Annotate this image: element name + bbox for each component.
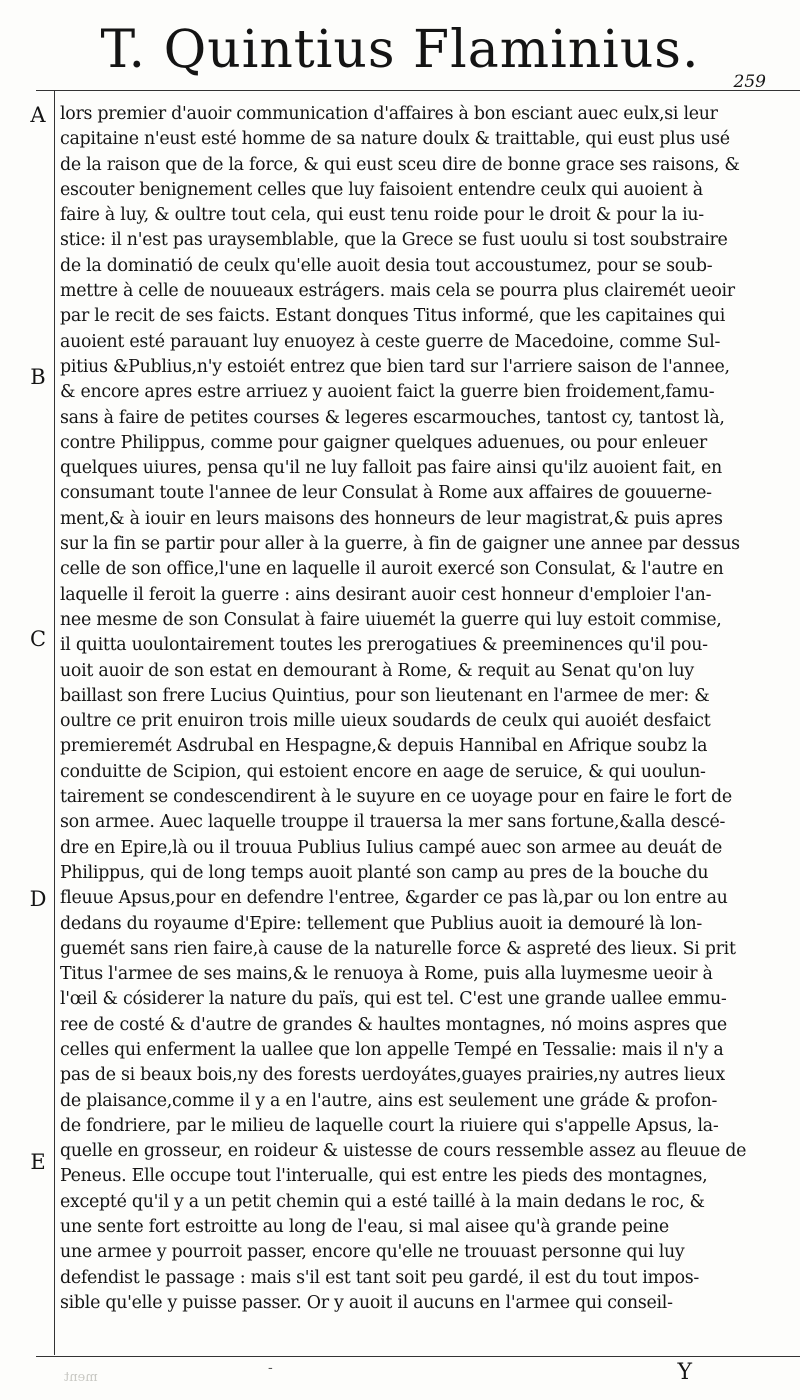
running-title: T. Quintius Flaminius.	[100, 20, 700, 80]
margin-letter-e: E	[30, 1150, 46, 1174]
text-line: sans à faire de petites courses & legeres escarmouches, tantost cy, tantost là,	[60, 407, 725, 428]
bleed-through-text: ment	[64, 1370, 98, 1385]
text-line: Peneus. Elle occupe tout l'interualle, qui est entre les pieds des montagnes,	[60, 1166, 708, 1187]
text-line: son armee. Auec laquelle trouppe il trauersa la mer sans fortune,&alla descé-	[60, 812, 726, 833]
margin-letter-b: B	[30, 365, 46, 389]
text-line: celle de son office,l'une en laquelle il auroit exercé son Consulat, & l'autre en	[60, 559, 724, 580]
margin-letter-a: A	[30, 103, 46, 127]
text-line: faire à luy, & oultre tout cela, qui eust tenu roide pour le droit & pour la iu-	[60, 205, 704, 226]
text-line: pitius &Publius,n'y estoiét entrez que bien tard sur l'arriere saison de l'annee,	[60, 356, 730, 377]
text-line: quelques uiures, pensa qu'il ne luy falloit pas faire ainsi qu'ilz auoient fait, en	[60, 458, 722, 479]
text-line: sible qu'elle y puisse passer. Or y auoit il aucuns en l'armee qui conseil-	[60, 1292, 673, 1313]
text-line: laquelle il feroit la guerre : ains desirant auoir cest honneur d'emploier l'an-	[60, 584, 712, 605]
text-line: par le recit de ses faicts. Estant donques Titus informé, que les capitaines qui	[60, 306, 726, 327]
text-line: escouter benignement celles que luy faisoient entendre ceulx qui auoient à	[60, 179, 703, 200]
text-line: une sente fort estroitte au long de l'eau, si mal aisee qu'à grande peine	[60, 1217, 669, 1238]
text-line: de fondriere, par le milieu de laquelle court la riuiere qui s'appelle Apsus, la-	[60, 1115, 719, 1136]
text-line: dedans du royaume d'Epire: tellement que Publius auoit ia demouré là lon-	[60, 913, 702, 934]
margin-letter-d: D	[29, 887, 47, 911]
text-line: guemét sans rien faire,à cause de la naturelle force & aspreté des lieux. Si prit	[60, 938, 736, 959]
bottom-rule	[36, 1356, 800, 1357]
text-line: de la dominatió de ceulx qu'elle auoit desia tout accoustumez, pour se soub-	[60, 255, 713, 276]
signature-mark: Y	[677, 1360, 692, 1385]
text-line: de plaisance,comme il y a en l'autre, ains est seulement une gráde & profon-	[60, 1090, 718, 1111]
margin-rule	[54, 90, 55, 1355]
text-line: ree de costé & d'autre de grandes & haultes montagnes, nó moins aspres que	[60, 1014, 727, 1035]
text-line: de la raison que de la force, & qui eust sceu dire de bonne grace ses raisons, &	[60, 154, 740, 175]
text-line: mettre à celle de nouueaux estrágers. mais cela se pourra plus clairemét ueoir	[60, 281, 735, 302]
text-line: lors premier d'auoir communication d'affaires à bon esciant auec eulx,si leur	[60, 104, 718, 124]
text-line: nee mesme de son Consulat à faire uiuemét la guerre qui luy estoit commise,	[60, 609, 722, 630]
text-line: celles qui enferment la uallee que lon appelle Tempé en Tessalie: mais il n'y a	[60, 1039, 724, 1060]
text-line: fleuue Apsus,pour en defendre l'entree, &garder ce pas là,par ou lon entre au	[60, 888, 728, 909]
text-line: & encore apres estre arriuez y auoient faict la guerre bien froidement,famu-	[60, 382, 715, 403]
text-line: pas de si beaux bois,ny des forests uerdoyátes,guayes prairies,ny autres lieux	[60, 1065, 725, 1086]
text-line: ment,& à iouir en leurs maisons des honneurs de leur magistrat,& puis apres	[60, 508, 723, 529]
text-line: consumant toute l'annee de leur Consulat à Rome aux affaires de gouuerne-	[60, 483, 712, 504]
text-line: une armee y pourroit passer, encore qu'elle ne trouuast personne qui luy	[60, 1242, 685, 1263]
text-line: auoient esté parauant luy enuoyez à ceste guerre de Macedoine, comme Sul-	[60, 331, 721, 352]
margin-letter-c: C	[29, 627, 47, 651]
text-line: il quitta uoulontairement toutes les prerogatiues & preeminences qu'il pou-	[60, 635, 708, 656]
text-line: baillast son frere Lucius Quintius, pour son lieutenant en l'armee de mer: &	[60, 685, 710, 706]
text-line: tairement se condescendirent à le suyure en ce uoyage pour en faire le fort de	[60, 787, 732, 808]
text-line: capitaine n'eust esté homme de sa nature doulx & traittable, qui eust plus usé	[60, 129, 730, 150]
text-line: dre en Epire,là ou il trouua Publius Iulius campé auec son armee au deuát de	[60, 837, 722, 858]
text-line: l'œil & cósiderer la nature du païs, qui est tel. C'est une grande uallee emmu-	[60, 989, 727, 1010]
text-line: quelle en grosseur, en roideur & uistesse de cours ressemble assez au fleuue de	[60, 1141, 747, 1162]
top-rule	[36, 90, 800, 91]
text-line: Titus l'armee de ses mains,& le renuoya à Rome, puis alla luymesme ueoir à	[60, 964, 713, 985]
text-line: conduitte de Scipion, qui estoient encore en aage de seruice, & qui uoulun-	[60, 761, 706, 782]
text-line: premieremét Asdrubal en Hespagne,& depuis Hannibal en Afrique soubz la	[60, 736, 708, 757]
text-line: excepté qu'il y a un petit chemin qui a esté taillé à la main dedans le roc, &	[60, 1191, 705, 1212]
text-line: oultre ce prit enuiron trois mille uieux soudards de ceulx qui auoiét desfaict	[60, 711, 711, 732]
text-line: Philippus, qui de long temps auoit planté son camp au pres de la bouche du	[60, 862, 709, 883]
page-number: 259	[733, 72, 766, 92]
text-line: defendist le passage : mais s'il est tant soit peu gardé, il est du tout impos-	[60, 1267, 700, 1288]
text-line: sur la fin se partir pour aller à la guerre, à fin de gaigner une annee par dessus	[60, 534, 740, 555]
text-line: uoit auoir de son estat en demourant à Rome, & requit au Senat qu'on luy	[60, 660, 694, 681]
text-line: contre Philippus, comme pour gaigner quelques aduenues, ou pour enleuer	[60, 432, 707, 453]
text-line: stice: il n'est pas uraysemblable, que la Grece se fust uoulu si tost soubstraire	[60, 230, 728, 251]
footer-dot: -	[268, 1360, 273, 1376]
body-text	[60, 102, 790, 1316]
